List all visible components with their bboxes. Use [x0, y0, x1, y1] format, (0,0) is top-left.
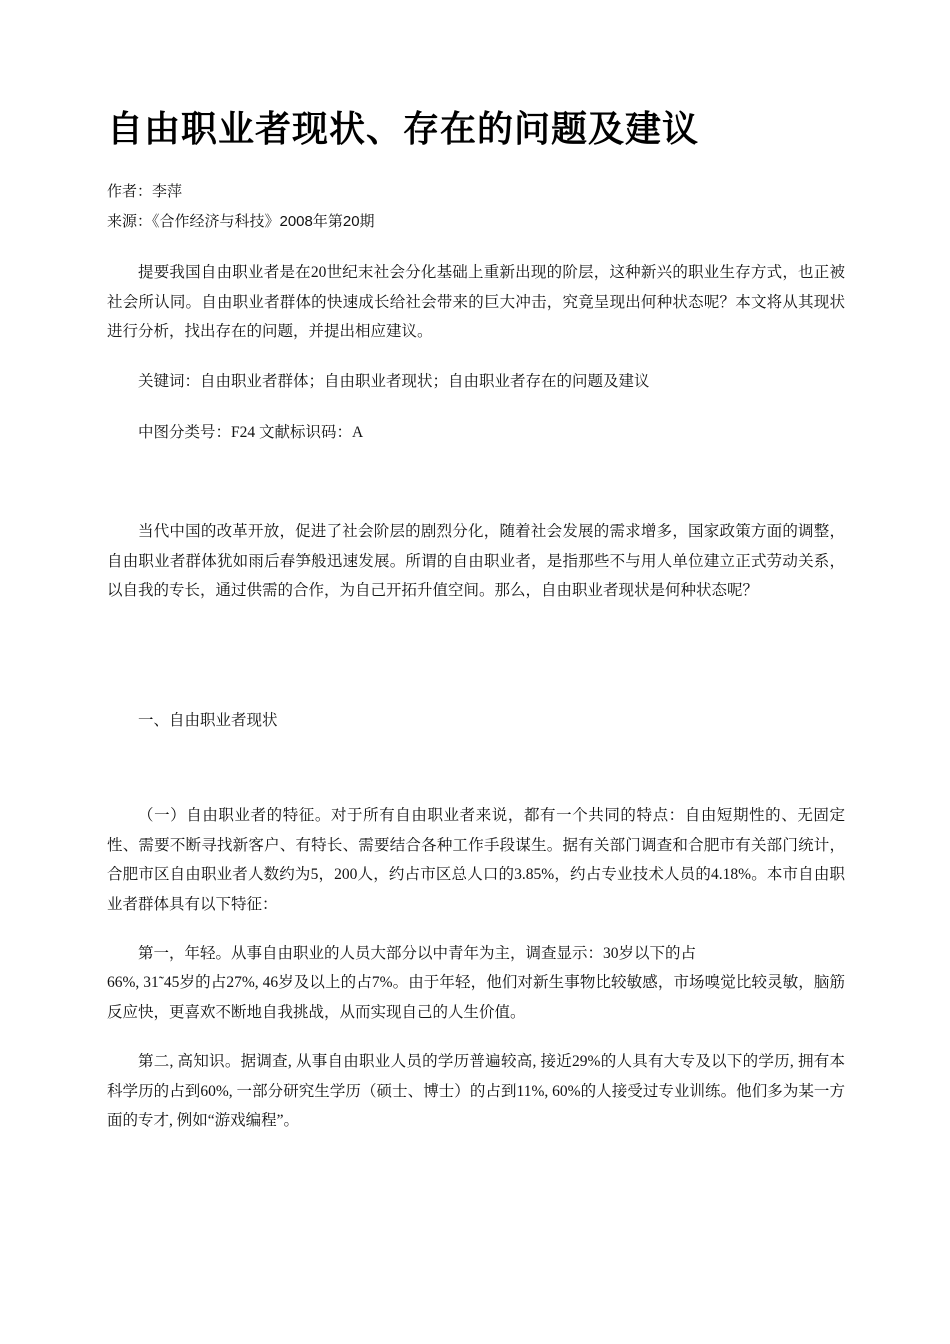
source-line: 来源：《合作经济与科技》2008年第20期: [107, 213, 375, 230]
youth-paragraph-first-line: 第一，年轻。从事自由职业的人员大部分以中青年为主，调查显示：30岁以下的占: [138, 945, 697, 962]
intro-paragraph: 当代中国的改革开放，促进了社会阶层的剧烈分化，随着社会发展的需求增多，国家政策方面的调整，自由职业者群体犹如雨后春笋般迅速发展。所谓的自由职业者，是指那些不与用人单位建立正式劳动关系，以自我的专长，通过供需的合作，为自己开拓升值空间。那么，自由职业者现状是何种状态呢？: [107, 523, 845, 599]
keywords-line: 关键词：自由职业者群体；自由职业者现状；自由职业者存在的问题及建议: [138, 373, 650, 390]
author-line: 作者：李萍: [107, 183, 183, 200]
education-paragraph: 第二, 高知识。据调查, 从事自由职业人员的学历普遍较高, 接近29%的人具有大专及以下的学历, 拥有本科学历的占到60%, 一部分研究生学历（硕士、博士）的占到11%, 60%的人接受过专业训练。他们多为某一方面的专才, 例如“游戏编程”。: [107, 1053, 845, 1129]
youth-paragraph-rest: 66%, 31˜45岁的占27%, 46岁及以上的占7%。由于年轻，他们对新生事物比较敏感，市场嗅觉比较灵敏，脑筋反应快，更喜欢不断地自我挑战，从而实现自己的人生价值。: [107, 974, 845, 1021]
section-heading: 一、自由职业者现状: [138, 712, 278, 729]
document-title: 自由职业者现状、存在的问题及建议: [107, 109, 700, 150]
features-paragraph: （一）自由职业者的特征。对于所有自由职业者来说，都有一个共同的特点：自由短期性的、无固定性、需要不断寻找新客户、有特长、需要结合各种工作手段谋生。据有关部门调查和合肥市有关部门统计，合肥市区自由职业者人数约为5，200人，约占市区总人口的3.85%，约占专业技术人员的4.18%。本市自由职业者群体具有以下特征：: [107, 807, 845, 913]
classification-line: 中图分类号：F24 文献标识码：A: [138, 424, 364, 441]
abstract-paragraph: 提要我国自由职业者是在20世纪末社会分化基础上重新出现的阶层，这种新兴的职业生存方式，也正被社会所认同。自由职业者群体的快速成长给社会带来的巨大冲击，究竟呈现出何种状态呢？本文将从其现状进行分析，找出存在的问题，并提出相应建议。: [107, 264, 845, 340]
